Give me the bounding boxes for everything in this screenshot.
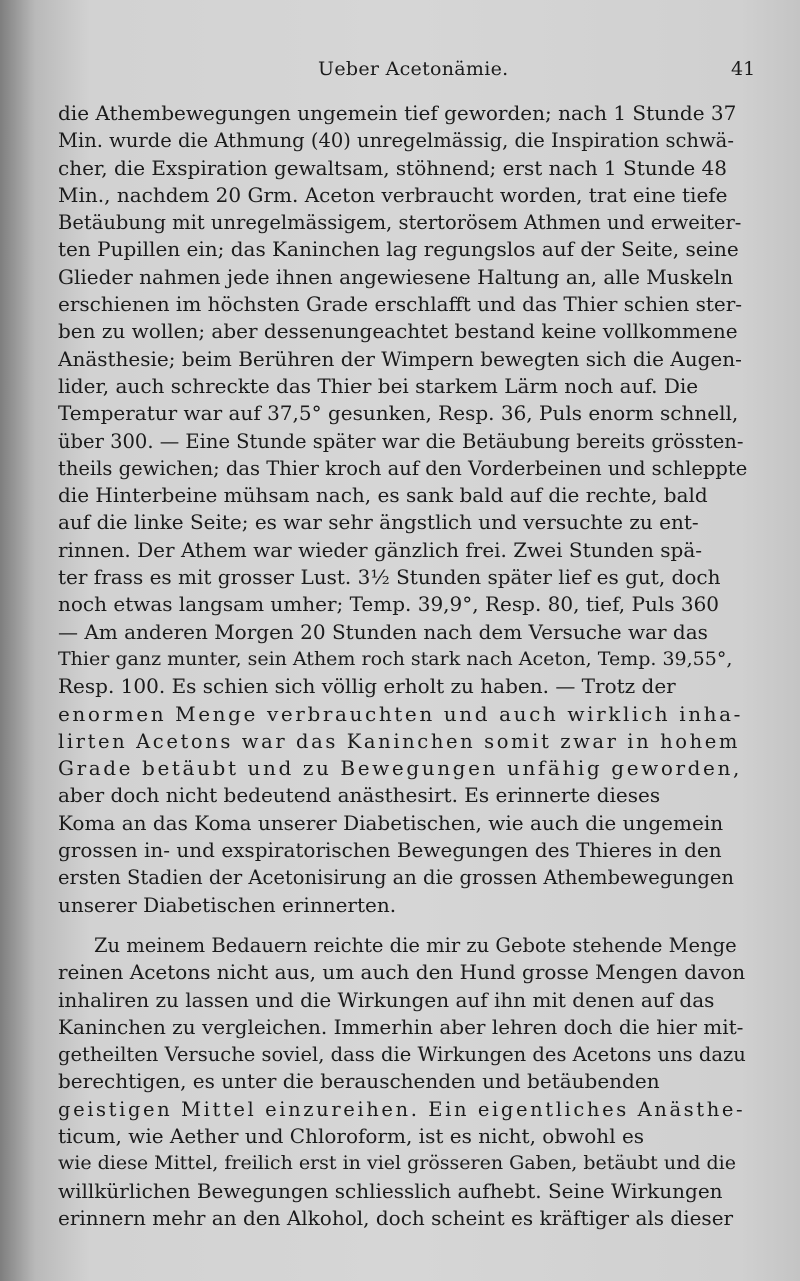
- text-line: geistigen Mittel einzureihen. Ein eigentliches Anästhe-: [58, 1097, 746, 1121]
- paragraph-1: [58, 100, 748, 919]
- text-line: Koma an das Koma unserer Diabetischen, wie auch die ungemein: [58, 810, 724, 835]
- text-line: die Hinterbeine mühsam nach, es sank bald auf die rechte, bald: [58, 483, 708, 508]
- text-line: auf die linke Seite; es war sehr ängstlich und versuchte zu ent-: [58, 510, 699, 535]
- running-header: [0, 58, 800, 88]
- text-line: ticum, wie Aether und Chloroform, ist es nicht, obwohl es: [58, 1123, 645, 1148]
- text-line: über 300. — Eine Stunde später war die Betäubung bereits grössten-: [58, 429, 744, 453]
- text-line: rinnen. Der Athem war wieder gänzlich frei. Zwei Stunden spä-: [58, 537, 702, 562]
- text-line: berechtigen, es unter die berauschenden und betäubenden: [58, 1069, 660, 1094]
- text-line: Temperatur war auf 37,5° gesunken, Resp. 36, Puls enorm schnell,: [58, 401, 739, 426]
- text-line: ersten Stadien der Acetonisirung an die grossen Athembewegungen: [58, 866, 734, 890]
- text-line: ten Pupillen ein; das Kaninchen lag regungslos auf der Seite, seine: [58, 237, 739, 262]
- text-line: Thier ganz munter, sein Athem roch stark nach Aceton, Temp. 39,55°,: [58, 647, 733, 670]
- text-line: unserer Diabetischen erinnerten.: [58, 892, 397, 917]
- page-number: 41: [731, 58, 756, 80]
- paragraph-2: [58, 932, 748, 1232]
- text-line: cher, die Exspiration gewaltsam, stöhnend; erst nach 1 Stunde 48: [58, 155, 727, 180]
- text-line: wie diese Mittel, freilich erst in viel grösseren Gaben, betäubt und die: [58, 1152, 736, 1175]
- text-line: aber doch nicht bedeutend anästhesirt. Es erinnerte dieses: [58, 783, 661, 808]
- text-line: Kaninchen zu vergleichen. Immerhin aber lehren doch die hier mit-: [58, 1014, 744, 1039]
- text-line: lirten Acetons war das Kaninchen somit zwar in hohem: [58, 729, 740, 753]
- text-line: lider, auch schreckte das Thier bei starkem Lärm noch auf. Die: [58, 373, 699, 398]
- text-line: Glieder nahmen jede ihnen angewiesene Haltung an, alle Muskeln: [58, 264, 734, 289]
- text-line: ter frass es mit grosser Lust. 3½ Stunden später lief es gut, doch: [58, 565, 721, 590]
- text-line: — Am anderen Morgen 20 Stunden nach dem Versuche war das: [58, 619, 708, 644]
- text-line: theils gewichen; das Thier kroch auf den Vorderbeinen und schleppte: [58, 456, 748, 480]
- text-line: enormen Menge verbrauchten und auch wirklich inha-: [58, 701, 744, 726]
- text-line: getheilten Versuche soviel, dass die Wirkungen des Acetons uns dazu: [58, 1043, 746, 1067]
- text-line: erschienen im höchsten Grade erschlafft und das Thier schien ster-: [58, 292, 743, 317]
- body-text: [58, 100, 748, 1232]
- text-line: inhaliren zu lassen und die Wirkungen auf ihn mit denen auf das: [58, 987, 715, 1012]
- text-line: noch etwas langsam umher; Temp. 39,9°, Resp. 80, tief, Puls 360: [58, 592, 720, 617]
- text-line: Resp. 100. Es schien sich völlig erholt zu haben. — Trotz der: [58, 674, 676, 699]
- text-line: Min., nachdem 20 Grm. Aceton verbraucht worden, trat eine tiefe: [58, 182, 728, 207]
- running-title: Ueber Acetonämie.: [318, 58, 509, 80]
- text-line: Betäubung mit unregelmässigem, stertorösem Athmen und erweiter-: [58, 211, 742, 235]
- text-line: die Athembewegungen ungemein tief geworden; nach 1 Stunde 37: [58, 101, 737, 125]
- text-line: Anästhesie; beim Berühren der Wimpern bewegten sich die Augen-: [58, 346, 742, 371]
- text-line: grossen in- und exspiratorischen Bewegungen des Thieres in den: [58, 838, 722, 863]
- text-line: ben zu wollen; aber dessenungeachtet bestand keine vollkommene: [58, 319, 738, 344]
- text-line: willkürlichen Bewegungen schliesslich aufhebt. Seine Wirkungen: [58, 1178, 723, 1203]
- text-line: Min. wurde die Athmung (40) unregelmässig, die Inspiration schwä-: [58, 129, 734, 153]
- text-line: erinnern mehr an den Alkohol, doch scheint es kräftiger als dieser: [58, 1205, 734, 1230]
- text-line: Grade betäubt und zu Bewegungen unfähig geworden,: [58, 756, 742, 781]
- text-line: reinen Acetons nicht aus, um auch den Hund grosse Mengen davon: [58, 960, 746, 985]
- text-line: Zu meinem Bedauern reichte die mir zu Gebote stehende Menge: [94, 933, 737, 957]
